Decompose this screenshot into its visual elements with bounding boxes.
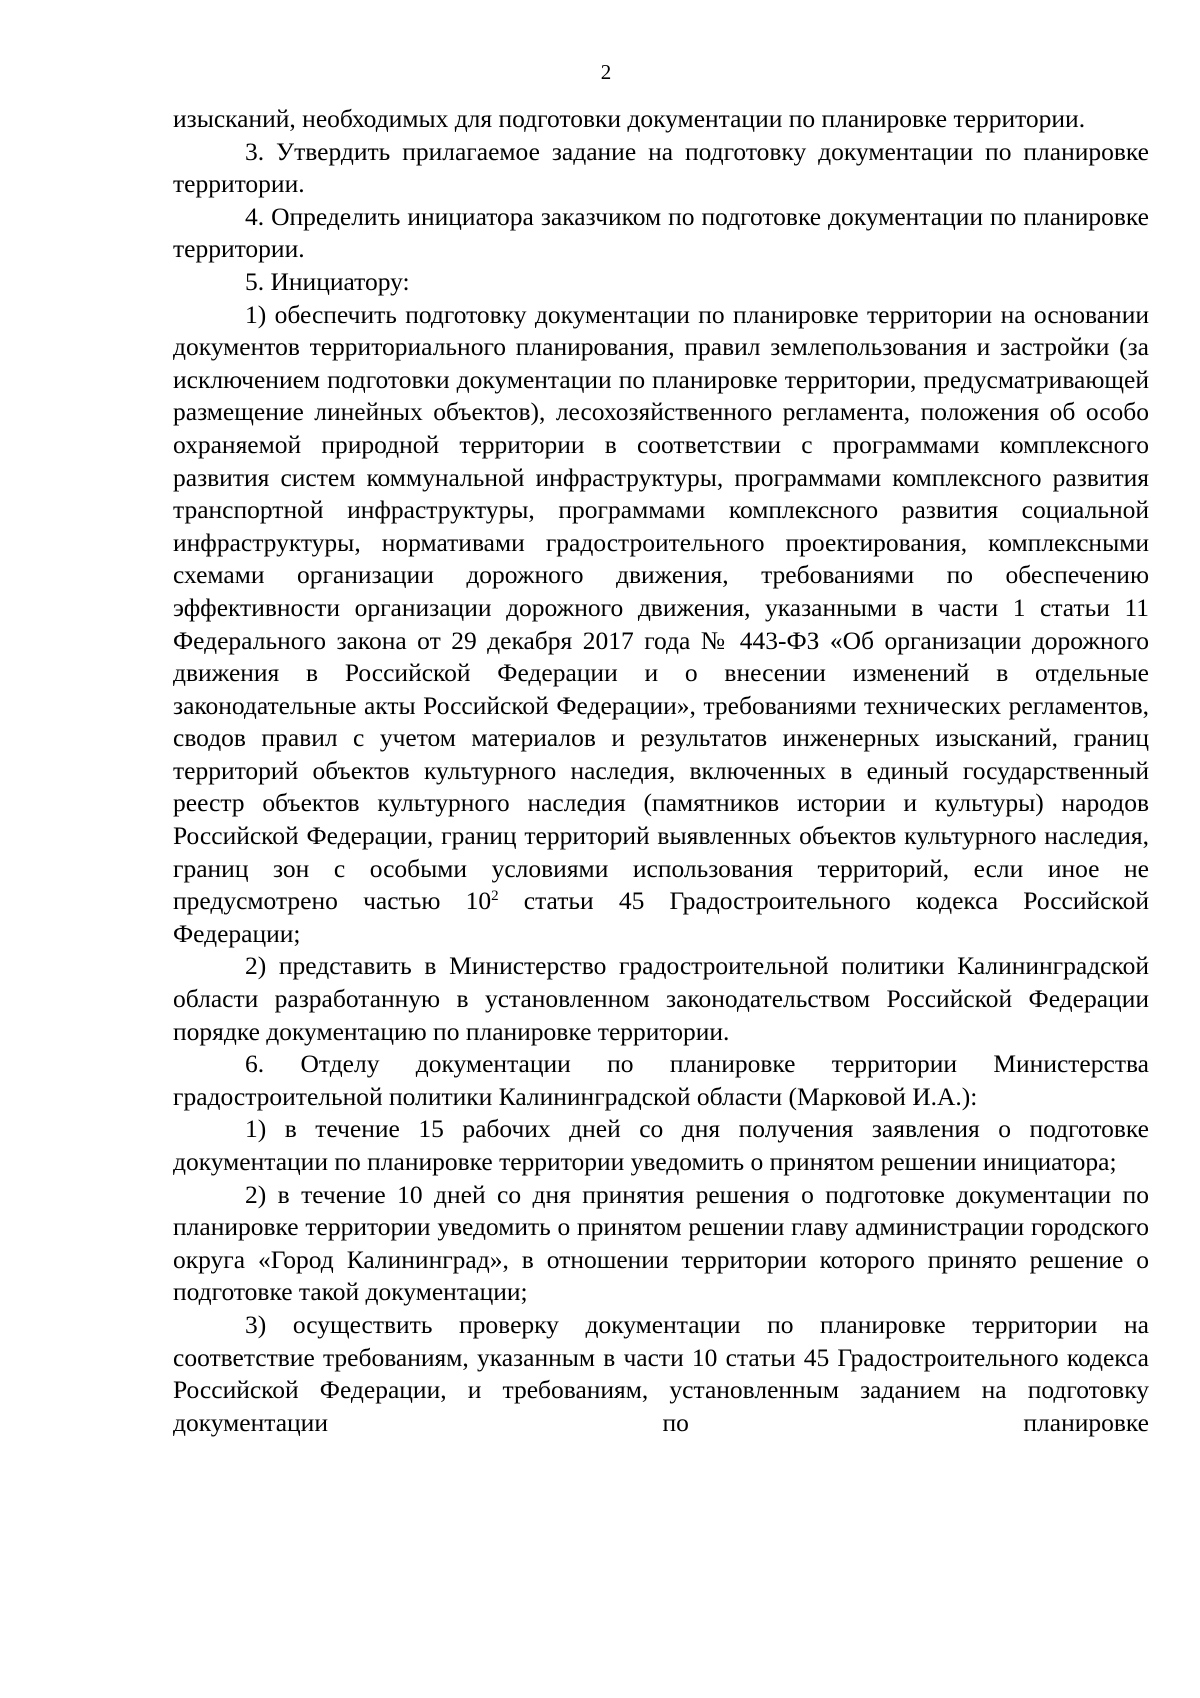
paragraph-text: 6. Отделу документации по планировке территории Министерства градостроительной политики Калининградской области (Марковой И.А.): bbox=[173, 1049, 1149, 1111]
paragraph-item-6-1 bbox=[173, 1113, 1149, 1178]
paragraph-text: 1) в течение 15 рабочих дней со дня получения заявления о подготовке документации по планировке территории уведомить о принятом решении инициатора; bbox=[173, 1114, 1149, 1176]
paragraph-text: 2) представить в Министерство градостроительной политики Калининградской области разработанную в установленном законодательством Российской Федерации порядке документацию по планировке территории. bbox=[173, 951, 1149, 1046]
superscript: 2 bbox=[491, 888, 499, 905]
document-body bbox=[173, 103, 1149, 1439]
paragraph-text: 1) обеспечить подготовку документации по планировке территории на основании документов территориального планирования, правил землепользования и застройки (за исключением подготовки документации по планировке территории, предусматривающей размещение линейных объектов), лесохозяйственного регламента, положения об особо охраняемой природной территории в соответствии с программами комплексного развития систем коммунальной инфраструктуры, программами комплексного развития транспортной инфраструктуры, программами комплексного развития социальной инфраструктуры, нормативами градостроительного проектирования, комплексными схемами организации дорожного движения, требованиями по обеспечению эффективности организации дорожного движения, указанными в части 1 статьи 11 Федерального закона от 29 декабря 2017 года № 443-ФЗ «Об организации дорожного движения в Российской Федерации и о внесении изменений в отдельные законодательные акты Российской Федерации», требованиями технических регламентов, сводов правил с учетом материалов и результатов инженерных изысканий, границ территорий объектов культурного наследия, включенных в единый государственный реестр объектов культурного наследия (памятников истории и культуры) народов Российской Федерации, границ территорий выявленных объектов культурного наследия, границ зон с особыми условиями использования территорий, если иное не предусмотрено частью 10 bbox=[173, 299, 1149, 916]
paragraph-text: изысканий, необходимых для подготовки документации по планировке территории. bbox=[173, 104, 1086, 133]
paragraph-text-tail: статьи 45 Градостроительного кодекса Российской Федерации; bbox=[173, 886, 1149, 948]
paragraph-continuation bbox=[173, 103, 1149, 136]
paragraph-text: 3) осуществить проверку документации по планировке территории на соответствие требованиям, указанным в части 10 статьи 45 Градостроительного кодекса Российской Федерации, и требованиям, установленным заданием на подготовку документации по планировке bbox=[173, 1309, 1149, 1437]
paragraph-item-3 bbox=[173, 136, 1149, 201]
paragraph-item-6 bbox=[173, 1048, 1149, 1113]
page-number: 2 bbox=[600, 60, 612, 84]
paragraph-item-5-1 bbox=[173, 299, 1149, 951]
paragraph-item-4 bbox=[173, 201, 1149, 266]
paragraph-item-5-2 bbox=[173, 950, 1149, 1048]
paragraph-text: 2) в течение 10 дней со дня принятия решения о подготовке документации по планировке территории уведомить о принятом решении главу администрации городского округа «Город Калининград», в отношении территории которого принято решение о подготовке такой документации; bbox=[173, 1179, 1149, 1307]
paragraph-item-5 bbox=[173, 266, 1149, 299]
paragraph-text: 5. Инициатору: bbox=[245, 266, 410, 296]
paragraph-text: 3. Утвердить прилагаемое задание на подготовку документации по планировке территории. bbox=[173, 136, 1149, 199]
paragraph-text: 4. Определить инициатора заказчиком по подготовке документации по планировке территории. bbox=[173, 201, 1149, 264]
paragraph-item-6-2 bbox=[173, 1179, 1149, 1309]
paragraph-item-6-3 bbox=[173, 1309, 1149, 1439]
